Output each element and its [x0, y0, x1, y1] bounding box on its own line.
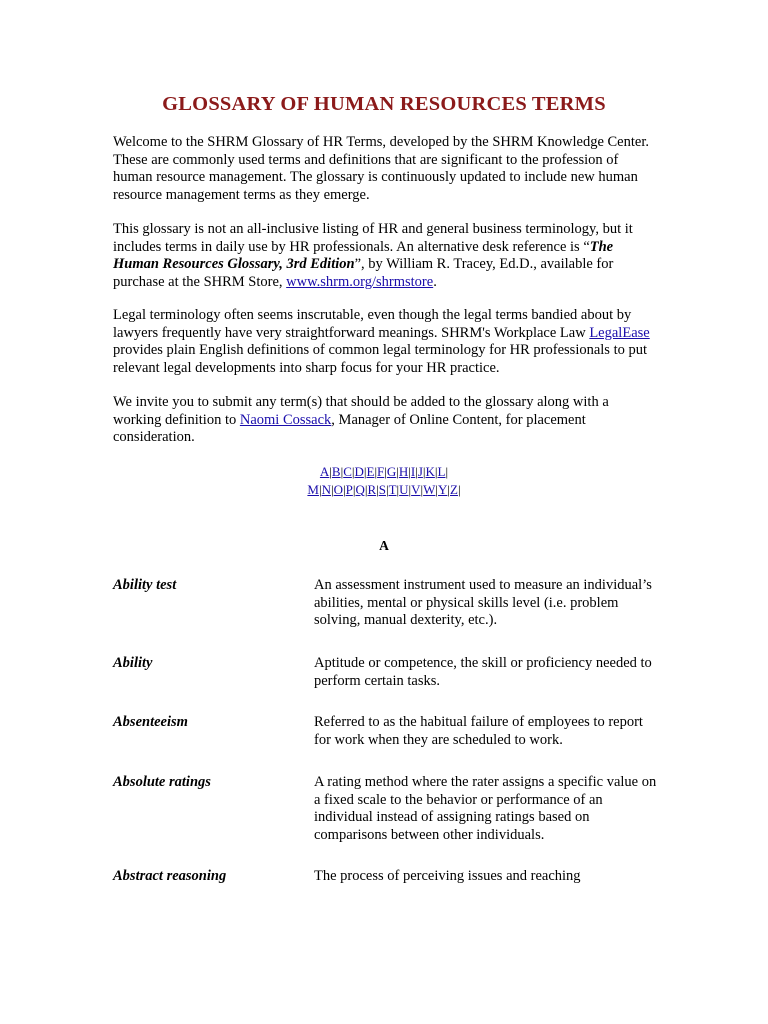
- alphabet-link-q[interactable]: Q: [355, 482, 365, 497]
- book-title: The Human Resources Glossary, 3rd Edition: [113, 238, 614, 273]
- definition-ability: Aptitude or competence, the skill or proficiency needed to perform certain tasks.: [314, 655, 652, 689]
- alphabet-separator: |: [408, 464, 411, 479]
- alphabet-separator: |: [415, 464, 418, 479]
- legal-text: Legal terminology often seems inscrutable, even though the legal terms bandied about by lawyers frequently have very straightforward meanings. SHRM's Workplace Law: [113, 307, 632, 341]
- desk-reference-text-2: ”, by William R. Tracey, Ed.D., available for purchase at the SHRM Store,: [113, 256, 614, 290]
- desk-reference-paragraph: [113, 221, 658, 291]
- alphabet-separator: |: [408, 482, 412, 497]
- naomi-cossack-link[interactable]: Naomi Cossack: [239, 411, 332, 428]
- alphabet-link-c[interactable]: C: [343, 464, 352, 479]
- alphabet-separator: |: [447, 482, 451, 497]
- alphabet-link-a[interactable]: A: [319, 464, 330, 479]
- alphabet-separator: |: [396, 464, 399, 479]
- legalease-link[interactable]: LegalEase: [589, 324, 650, 341]
- desk-reference-text: This glossary is not an all-inclusive listing of HR and general business terminology, but it includes terms in daily use by HR professionals. An alternative desk reference is “: [113, 221, 633, 255]
- alphabet-link-s[interactable]: S: [378, 482, 386, 497]
- alphabet-link-f[interactable]: F: [377, 464, 385, 479]
- submit-text: We invite you to submit any term(s) that should be added to the glossary along with a working definition to: [113, 394, 609, 428]
- term-ability-test: Ability test: [113, 577, 177, 593]
- alphabet-separator: |: [422, 464, 426, 479]
- alphabet-separator: |: [374, 464, 378, 479]
- alphabet-link-l[interactable]: L: [437, 464, 446, 479]
- alphabet-link-k[interactable]: K: [425, 464, 435, 479]
- definition-ability-test: An assessment instrument used to measure an individual’s abilities, mental or physical skills level (i.e. problem solving, manual dexterity, etc.).: [314, 577, 652, 629]
- legal-terminology-paragraph: [113, 307, 658, 377]
- legal-text-2: provides plain English definitions of common legal terminology for HR professionals to put relevant legal developments into sharp focus for your HR practice.: [113, 342, 648, 376]
- alphabet-separator: |: [318, 482, 322, 497]
- section-heading-a: A: [379, 538, 389, 553]
- term-absenteeism: Absenteeism: [113, 714, 188, 730]
- alphabet-separator: |: [457, 482, 461, 497]
- alphabet-separator: |: [363, 464, 367, 479]
- alphabet-link-n[interactable]: N: [321, 482, 331, 497]
- alphabet-separator: |: [351, 464, 355, 479]
- alphabet-separator: |: [396, 482, 400, 497]
- intro-paragraph: Welcome to the SHRM Glossary of HR Terms, developed by the SHRM Knowledge Center. These are commonly used terms and definitions that are significant to the profession of human resource management. The glossary is continuously updated to include new human resource management terms as they emerge.: [113, 134, 649, 203]
- alphabet-link-i[interactable]: I: [410, 464, 416, 479]
- alphabet-separator: |: [329, 464, 332, 479]
- desk-reference-end: .: [433, 273, 437, 290]
- alphabet-separator: |: [385, 482, 389, 497]
- alphabet-separator: |: [330, 482, 334, 497]
- alphabet-separator: |: [420, 482, 424, 497]
- alphabet-separator: |: [342, 482, 346, 497]
- alphabet-link-d[interactable]: D: [354, 464, 364, 479]
- definition-abstract-reasoning: The process of perceiving issues and reaching: [314, 868, 581, 884]
- alphabet-link-j[interactable]: J: [417, 464, 423, 479]
- submit-term-paragraph: [113, 394, 658, 447]
- alphabet-link-w[interactable]: W: [423, 482, 436, 497]
- alphabet-separator: |: [384, 464, 387, 479]
- alphabet-separator: |: [364, 482, 368, 497]
- alphabet-link-o[interactable]: O: [333, 482, 343, 497]
- term-abstract-reasoning: Abstract reasoning: [113, 868, 227, 884]
- alphabet-separator: |: [352, 482, 356, 497]
- alphabet-link-r[interactable]: R: [367, 482, 377, 497]
- alphabet-link-h[interactable]: H: [398, 464, 409, 479]
- alphabet-link-v[interactable]: V: [411, 482, 421, 497]
- alphabet-link-m[interactable]: M: [307, 482, 319, 497]
- alphabet-link-u[interactable]: U: [399, 482, 409, 497]
- definition-absenteeism: Referred to as the habitual failure of employees to report for work when they are scheduled to work.: [314, 714, 643, 748]
- alphabet-link-e[interactable]: E: [366, 464, 375, 479]
- shrm-store-link[interactable]: www.shrm.org/shrmstore: [286, 273, 434, 290]
- term-absolute-ratings: Absolute ratings: [113, 774, 211, 790]
- alphabet-link-t[interactable]: T: [388, 482, 397, 497]
- submit-text-2: , Manager of Online Content, for placement consideration.: [113, 411, 586, 446]
- page-title: GLOSSARY OF HUMAN RESOURCES TERMS: [162, 93, 606, 115]
- alphabet-nav-row-1: [0, 463, 768, 480]
- alphabet-link-y[interactable]: Y: [438, 482, 448, 497]
- alphabet-separator: |: [435, 482, 439, 497]
- alphabet-separator: |: [434, 464, 438, 479]
- alphabet-separator: |: [340, 464, 344, 479]
- alphabet-link-p[interactable]: P: [345, 482, 353, 497]
- alphabet-nav-row-2: [0, 481, 768, 498]
- alphabet-separator: |: [376, 482, 379, 497]
- term-ability: Ability: [113, 655, 153, 671]
- definition-absolute-ratings: A rating method where the rater assigns a specific value on a fixed scale to the behavior or performance of an individual instead of assigning ratings based on comparisons between other individuals.: [314, 774, 657, 843]
- alphabet-link-z[interactable]: Z: [450, 482, 458, 497]
- alphabet-link-b[interactable]: B: [331, 464, 341, 479]
- alphabet-link-g[interactable]: G: [386, 464, 397, 479]
- alphabet-separator: |: [445, 464, 449, 479]
